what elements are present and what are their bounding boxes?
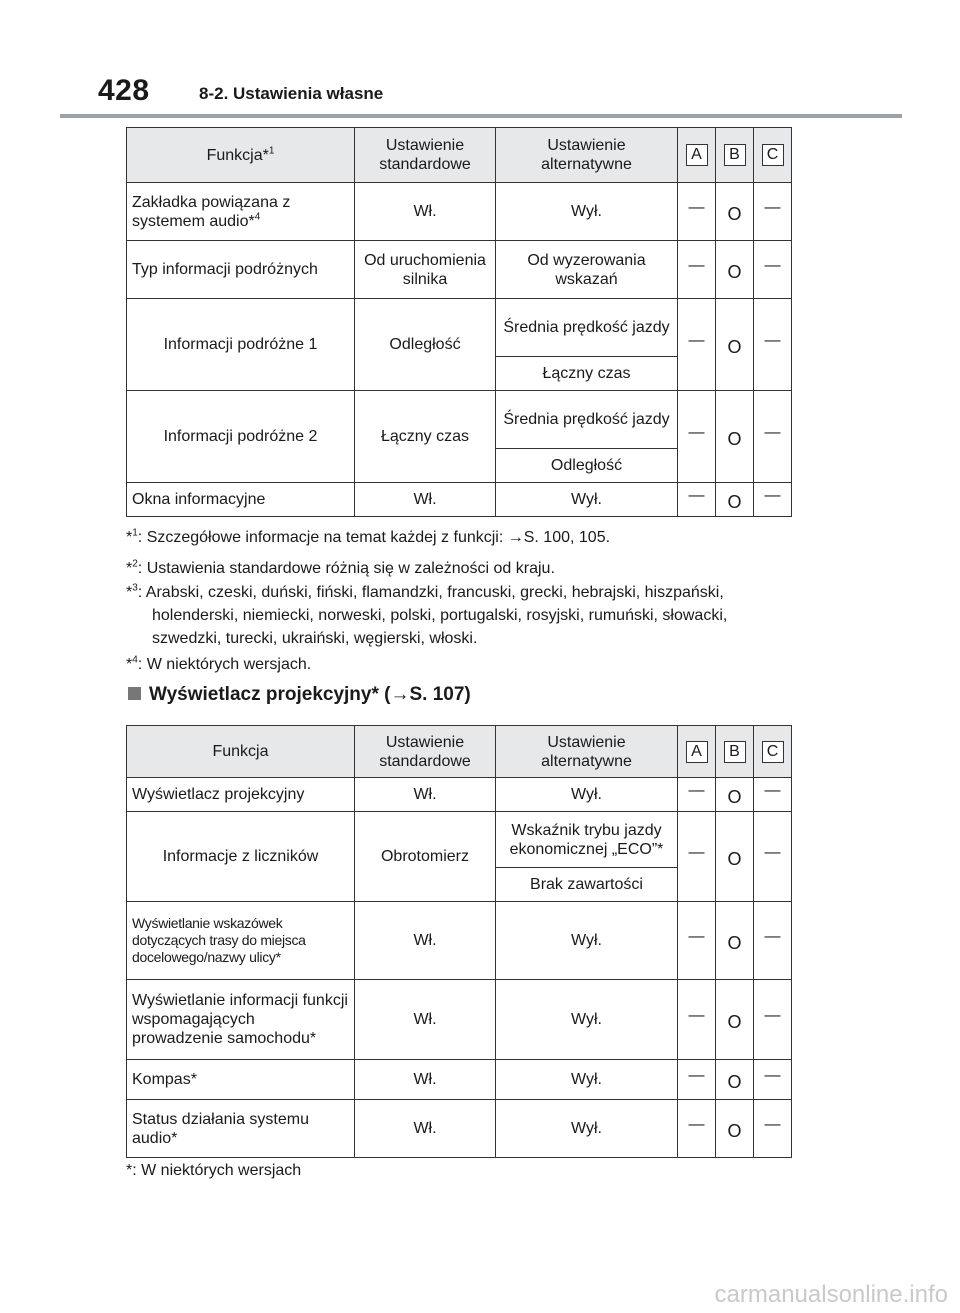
cell-alternative: Od wyzerowania wskazań [496, 241, 678, 299]
cell-a [678, 391, 716, 483]
cell-alternative: Wył. [496, 778, 678, 812]
available-mark: O [727, 428, 742, 449]
cell-default: Wł. [355, 183, 496, 241]
col-header-default: Ustawienie standardowe [355, 726, 496, 778]
table-row [127, 241, 792, 299]
method-letter-box: C [762, 144, 784, 166]
available-mark: O [727, 336, 742, 357]
available-mark: O [727, 203, 742, 224]
text-span: szwedzki, turecki, ukraiński, węgierski, włoski. [152, 630, 478, 647]
cell-a [678, 778, 716, 812]
text-span: Wyświetlacz projekcyjny* (→S. 107) [149, 684, 471, 705]
cell-default: Obrotomierz [355, 812, 496, 902]
cell-function: Kompas* [127, 1060, 355, 1100]
col-header-alternative: Ustawienie alternatywne [496, 128, 678, 183]
text-span: holenderski, niemiecki, norweski, polski, portugalski, rosyjski, rumuński, słowacki, [152, 607, 728, 624]
not-available-mark: — [764, 1067, 781, 1084]
text-span: * [126, 584, 133, 601]
footnote [126, 653, 311, 676]
table-header-row [127, 128, 792, 183]
cell-b [716, 183, 754, 241]
not-available-mark: — [764, 487, 781, 504]
cell-c [754, 902, 792, 980]
cell-c [754, 241, 792, 299]
section-title: 8-2. Ustawienia własne [199, 84, 384, 103]
cell-b [716, 812, 754, 902]
cell-b [716, 902, 754, 980]
cell-alternative: Średnia prędkość jazdy [496, 299, 678, 357]
col-header-b [716, 128, 754, 183]
not-available-mark: — [688, 257, 705, 274]
square-bullet-icon [128, 687, 141, 700]
footnote [126, 526, 610, 549]
available-mark: O [727, 932, 742, 953]
table-row [127, 812, 792, 868]
cell-function: Informacje z liczników [127, 812, 355, 902]
not-available-mark: — [764, 257, 781, 274]
table-row [127, 980, 792, 1060]
text-span: : Arabski, czeski, duński, fiński, flamandzki, francuski, grecki, hebrajski, hiszpański, [137, 584, 724, 601]
col-header-a [678, 726, 716, 778]
available-mark: O [727, 491, 742, 512]
footnote-marker: 2 [132, 558, 138, 570]
cell-b [716, 483, 754, 517]
method-letter-box: A [686, 144, 708, 166]
cell-function [127, 183, 355, 241]
col-header-function: Funkcja [127, 726, 355, 778]
footnote-marker: 4 [254, 211, 261, 223]
cell-a [678, 299, 716, 391]
col-header-c [754, 726, 792, 778]
col-header-alternative: Ustawienie alternatywne [496, 726, 678, 778]
method-letter-box: B [724, 741, 746, 763]
cell-a [678, 183, 716, 241]
cell-c [754, 980, 792, 1060]
text-span: * [126, 529, 133, 546]
footnote [126, 581, 816, 650]
not-available-mark: — [688, 1116, 705, 1133]
cell-default: Od uruchomienia silnika [355, 241, 496, 299]
not-available-mark: — [688, 782, 705, 799]
text-span: Zakładka powiązana z systemem audio* [132, 193, 291, 230]
table-row [127, 902, 792, 980]
footnote [126, 557, 555, 580]
watermark: carmanualsonline.info [714, 1281, 948, 1308]
cell-a [678, 1100, 716, 1158]
text-span: : Ustawienia standardowe różnią się w zależności od kraju. [137, 560, 555, 577]
cell-alternative: Średnia prędkość jazdy [496, 391, 678, 449]
cell-b [716, 980, 754, 1060]
page-header [0, 0, 960, 120]
cell-c [754, 778, 792, 812]
cell-c [754, 1060, 792, 1100]
table-row [127, 391, 792, 449]
col-header-b [716, 726, 754, 778]
cell-alternative: Brak zawartości [496, 868, 678, 902]
cell-c [754, 812, 792, 902]
footnote: *: W niektórych wersjach [126, 1162, 302, 1179]
cell-function: Informacji podróżne 2 [127, 391, 355, 483]
footnote-marker: 4 [132, 654, 138, 666]
footnote-marker: 3 [132, 582, 138, 594]
cell-default: Wł. [355, 483, 496, 517]
cell-a [678, 812, 716, 902]
cell-default: Wł. [355, 1100, 496, 1158]
cell-function: Status działania systemu audio* [127, 1100, 355, 1158]
available-mark: O [727, 261, 742, 282]
table-row [127, 1060, 792, 1100]
text-span: : Szczegółowe informacje na temat każdej z funkcji: →S. 100, 105. [137, 529, 611, 546]
col-header-c [754, 128, 792, 183]
not-available-mark: — [688, 1007, 705, 1024]
cell-alternative: Wył. [496, 902, 678, 980]
table-row [127, 778, 792, 812]
text-span: Funkcja* [206, 146, 269, 164]
cell-c [754, 299, 792, 391]
not-available-mark: — [688, 487, 705, 504]
available-mark: O [727, 1120, 742, 1141]
not-available-mark: — [688, 424, 705, 441]
available-mark: O [727, 1011, 742, 1032]
cell-default: Odległość [355, 299, 496, 391]
cell-function: Wyświetlacz projekcyjny [127, 778, 355, 812]
cell-function: Okna informacyjne [127, 483, 355, 517]
cell-alternative: Wył. [496, 483, 678, 517]
available-mark: O [727, 786, 742, 807]
not-available-mark: — [764, 782, 781, 799]
not-available-mark: — [688, 1067, 705, 1084]
settings-table-1 [126, 127, 792, 517]
cell-default: Wł. [355, 1060, 496, 1100]
available-mark: O [727, 1071, 742, 1092]
table-header-row [127, 726, 792, 778]
cell-alternative: Wył. [496, 1060, 678, 1100]
cell-alternative: Łączny czas [496, 357, 678, 391]
header-rule [60, 114, 902, 118]
text-span: * [126, 656, 133, 673]
method-letter-box: C [762, 741, 784, 763]
table-row [127, 183, 792, 241]
col-header-function [127, 128, 355, 183]
not-available-mark: — [688, 199, 705, 216]
cell-default: Wł. [355, 980, 496, 1060]
not-available-mark: — [688, 844, 705, 861]
cell-b [716, 241, 754, 299]
cell-c [754, 1100, 792, 1158]
method-letter-box: B [724, 144, 746, 166]
cell-function: Wyświetlanie informacji funkcji wspomagających prowadzenie samochodu* [127, 980, 355, 1060]
cell-c [754, 391, 792, 483]
cell-a [678, 241, 716, 299]
cell-default: Łączny czas [355, 391, 496, 483]
col-header-default: Ustawienie standardowe [355, 128, 496, 183]
not-available-mark: — [764, 928, 781, 945]
settings-table-2 [126, 725, 792, 1158]
cell-default: Wł. [355, 902, 496, 980]
cell-b [716, 299, 754, 391]
cell-b [716, 1100, 754, 1158]
table-row [127, 483, 792, 517]
not-available-mark: — [688, 332, 705, 349]
table-row [127, 1100, 792, 1158]
not-available-mark: — [764, 199, 781, 216]
text-span: * [126, 560, 133, 577]
cell-default: Wł. [355, 778, 496, 812]
cell-c [754, 183, 792, 241]
available-mark: O [727, 848, 742, 869]
not-available-mark: — [764, 332, 781, 349]
cell-alternative: Wskaźnik trybu jazdy ekonomicznej „ECO”* [496, 812, 678, 868]
cell-b [716, 778, 754, 812]
not-available-mark: — [764, 1116, 781, 1133]
table-row [127, 299, 792, 357]
cell-c [754, 483, 792, 517]
cell-alternative: Wył. [496, 183, 678, 241]
not-available-mark: — [764, 1007, 781, 1024]
cell-b [716, 1060, 754, 1100]
cell-alternative: Odległość [496, 449, 678, 483]
cell-function: Typ informacji podróżnych [127, 241, 355, 299]
cell-function: Informacji podróżne 1 [127, 299, 355, 391]
not-available-mark: — [764, 424, 781, 441]
footnote-marker: 1 [132, 527, 138, 539]
cell-alternative: Wył. [496, 980, 678, 1060]
method-letter-box: A [686, 741, 708, 763]
cell-a [678, 1060, 716, 1100]
not-available-mark: — [688, 928, 705, 945]
cell-alternative: Wył. [496, 1100, 678, 1158]
cell-a [678, 902, 716, 980]
footnote-marker: 1 [268, 145, 275, 157]
cell-a [678, 483, 716, 517]
col-header-a [678, 128, 716, 183]
text-span: : W niektórych wersjach. [137, 656, 312, 673]
page-number: 428 [98, 74, 150, 107]
subheading [128, 684, 471, 706]
not-available-mark: — [764, 844, 781, 861]
cell-function: Wyświetlanie wskazówek dotyczących trasy do miejsca docelowego/nazwy ulicy* [127, 902, 355, 980]
cell-a [678, 980, 716, 1060]
cell-b [716, 391, 754, 483]
